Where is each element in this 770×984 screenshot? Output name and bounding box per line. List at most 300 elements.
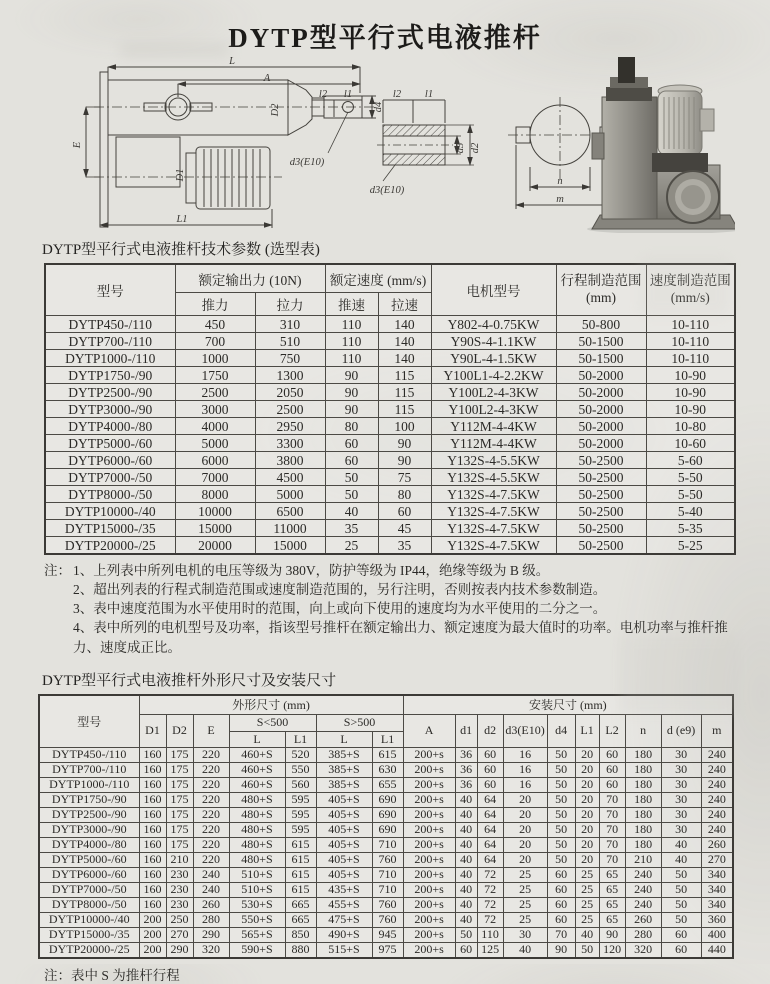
value-cell: 40: [455, 852, 477, 867]
value-cell: 2950: [255, 418, 325, 435]
value-cell: 80: [378, 486, 431, 503]
value-cell: 60: [378, 503, 431, 520]
value-cell: 405+S: [316, 852, 372, 867]
value-cell: 50-2000: [556, 435, 646, 452]
value-cell: 36: [455, 762, 477, 777]
value-cell: 70: [599, 822, 625, 837]
value-cell: 240: [701, 777, 733, 792]
value-cell: 175: [166, 792, 193, 807]
table-row: [39, 867, 733, 882]
value-cell: 10-110: [646, 333, 735, 350]
value-cell: 65: [599, 882, 625, 897]
value-cell: 10000: [175, 503, 255, 520]
stroke-range-line1: 行程制造范围: [560, 273, 642, 289]
col-header-push-speed: 推速: [325, 293, 378, 316]
value-cell: 50-1500: [556, 350, 646, 367]
value-cell: 595: [285, 822, 316, 837]
model-cell: DYTP15000-/35: [39, 927, 139, 942]
dimensions-table: [38, 694, 734, 959]
value-cell: 560: [285, 777, 316, 792]
value-cell: 405+S: [316, 837, 372, 852]
value-cell: 5000: [175, 435, 255, 452]
value-cell: 90: [547, 942, 575, 958]
value-cell: 160: [139, 882, 166, 897]
table-row: [39, 927, 733, 942]
value-cell: 50: [661, 867, 701, 882]
table-row: [39, 807, 733, 822]
value-cell: 20: [575, 747, 599, 762]
dim-label-l1b: l1: [424, 89, 434, 100]
value-cell: Y112M-4-4KW: [431, 435, 556, 452]
value-cell: 5-35: [646, 520, 735, 537]
value-cell: 72: [477, 897, 503, 912]
col-header-model: 型号: [45, 264, 175, 316]
value-cell: 50-2000: [556, 384, 646, 401]
dim-label-d4: d4: [373, 101, 384, 113]
value-cell: 15000: [175, 520, 255, 537]
value-cell: 385+S: [316, 777, 372, 792]
value-cell: 20: [575, 807, 599, 822]
value-cell: 60: [661, 942, 701, 958]
value-cell: 25: [575, 882, 599, 897]
value-cell: 65: [599, 897, 625, 912]
value-cell: 50-800: [556, 316, 646, 333]
value-cell: 115: [378, 401, 431, 418]
value-cell: 110: [325, 316, 378, 333]
value-cell: 5-25: [646, 537, 735, 555]
value-cell: 64: [477, 807, 503, 822]
dim-label-D1: D1: [175, 168, 186, 182]
model-cell: DYTP5000-/60: [45, 435, 175, 452]
side-view-labels: [72, 57, 384, 225]
value-cell: 200+s: [403, 777, 455, 792]
model-cell: DYTP4000-/80: [39, 837, 139, 852]
value-cell: 490+S: [316, 927, 372, 942]
value-cell: 160: [139, 897, 166, 912]
value-cell: 200: [139, 927, 166, 942]
value-cell: 35: [378, 537, 431, 555]
value-cell: 50: [325, 469, 378, 486]
value-cell: 475+S: [316, 912, 372, 927]
value-cell: 200: [139, 912, 166, 927]
table-row: [45, 452, 735, 469]
value-cell: 50-2500: [556, 503, 646, 520]
value-cell: 140: [378, 333, 431, 350]
dim-label-n: n: [557, 176, 563, 187]
value-cell: 200+s: [403, 927, 455, 942]
stroke-range-line2: (mm): [586, 290, 616, 305]
table-row: [45, 316, 735, 333]
table-row: [45, 401, 735, 418]
value-cell: 75: [378, 469, 431, 486]
value-cell: 435+S: [316, 882, 372, 897]
value-cell: 50: [661, 897, 701, 912]
value-cell: 25: [575, 897, 599, 912]
value-cell: 90: [599, 927, 625, 942]
value-cell: 230: [166, 882, 193, 897]
value-cell: 595: [285, 807, 316, 822]
value-cell: 220: [193, 822, 229, 837]
value-cell: 16: [503, 747, 547, 762]
table-row: [39, 837, 733, 852]
value-cell: 25: [575, 912, 599, 927]
dim-col-D1: D1: [139, 714, 166, 747]
value-cell: 6500: [255, 503, 325, 520]
value-cell: 460+S: [229, 762, 285, 777]
value-cell: 115: [378, 367, 431, 384]
value-cell: 160: [139, 777, 166, 792]
dim-label-m: m: [556, 194, 564, 205]
value-cell: 25: [503, 912, 547, 927]
value-cell: 2050: [255, 384, 325, 401]
model-cell: DYTP10000-/40: [45, 503, 175, 520]
value-cell: 5-50: [646, 486, 735, 503]
value-cell: 65: [599, 912, 625, 927]
table-row: [39, 852, 733, 867]
note-line: 1、上列表中所列电机的电压等级为 380V，防护等级为 IP44，绝缘等级为 B 级。: [73, 563, 550, 578]
dim-col-L-lt: L: [229, 731, 285, 747]
value-cell: 70: [599, 852, 625, 867]
value-cell: 4500: [255, 469, 325, 486]
value-cell: 5-50: [646, 469, 735, 486]
notes-label: 注：: [44, 563, 71, 578]
scan-artifact: [120, 42, 230, 58]
value-cell: 70: [599, 837, 625, 852]
table-row: [45, 384, 735, 401]
value-cell: 80: [325, 418, 378, 435]
value-cell: 20: [575, 762, 599, 777]
model-cell: DYTP700-/110: [39, 762, 139, 777]
model-cell: DYTP20000-/25: [39, 942, 139, 958]
value-cell: Y100L1-4-2.2KW: [431, 367, 556, 384]
value-cell: 2500: [255, 401, 325, 418]
value-cell: 240: [701, 762, 733, 777]
value-cell: 40: [661, 852, 701, 867]
value-cell: 515+S: [316, 942, 372, 958]
value-cell: 50: [547, 807, 575, 822]
value-cell: 50: [547, 852, 575, 867]
value-cell: 200+s: [403, 822, 455, 837]
value-cell: 385+S: [316, 747, 372, 762]
value-cell: 655: [372, 777, 403, 792]
value-cell: 260: [193, 897, 229, 912]
table-row: [39, 882, 733, 897]
col-header-rated-speed: 额定速度 (mm/s): [325, 264, 431, 293]
model-cell: DYTP8000-/50: [45, 486, 175, 503]
value-cell: 320: [625, 942, 661, 958]
value-cell: 50-2000: [556, 401, 646, 418]
value-cell: 90: [378, 452, 431, 469]
value-cell: 40: [455, 837, 477, 852]
value-cell: Y132S-4-7.5KW: [431, 537, 556, 555]
model-cell: DYTP2500-/90: [45, 384, 175, 401]
value-cell: 450: [175, 316, 255, 333]
model-cell: DYTP3000-/90: [39, 822, 139, 837]
value-cell: 20000: [175, 537, 255, 555]
value-cell: 160: [139, 852, 166, 867]
value-cell: 60: [477, 762, 503, 777]
value-cell: 520: [285, 747, 316, 762]
value-cell: 405+S: [316, 867, 372, 882]
value-cell: 510: [255, 333, 325, 350]
value-cell: 240: [625, 897, 661, 912]
value-cell: 40: [503, 942, 547, 958]
value-cell: 60: [325, 452, 378, 469]
value-cell: 200+s: [403, 807, 455, 822]
value-cell: 220: [193, 852, 229, 867]
value-cell: 90: [325, 401, 378, 418]
value-cell: 210: [166, 852, 193, 867]
value-cell: 20: [503, 807, 547, 822]
value-cell: 615: [285, 882, 316, 897]
value-cell: 50: [455, 927, 477, 942]
value-cell: 40: [455, 912, 477, 927]
col-header-rated-output: 额定输出力 (10N): [175, 264, 325, 293]
value-cell: 175: [166, 762, 193, 777]
value-cell: 50: [547, 822, 575, 837]
value-cell: 385+S: [316, 762, 372, 777]
value-cell: 20: [575, 792, 599, 807]
value-cell: 360: [701, 912, 733, 927]
table-row: [45, 333, 735, 350]
value-cell: 240: [193, 867, 229, 882]
value-cell: 710: [372, 867, 403, 882]
value-cell: 760: [372, 897, 403, 912]
table-row: [45, 350, 735, 367]
dim-col-d2: d2: [477, 714, 503, 747]
value-cell: 260: [625, 912, 661, 927]
value-cell: 36: [455, 777, 477, 792]
value-cell: 200+s: [403, 792, 455, 807]
value-cell: 90: [325, 367, 378, 384]
value-cell: 340: [701, 867, 733, 882]
speed-range-line2: (mm/s): [670, 290, 710, 305]
model-cell: DYTP15000-/35: [45, 520, 175, 537]
value-cell: 615: [285, 837, 316, 852]
value-cell: 6000: [175, 452, 255, 469]
value-cell: 460+S: [229, 777, 285, 792]
value-cell: 180: [625, 807, 661, 822]
value-cell: 50-2000: [556, 418, 646, 435]
col-header-push-force: 推力: [175, 293, 255, 316]
value-cell: 5-60: [646, 452, 735, 469]
value-cell: 40: [325, 503, 378, 520]
value-cell: 400: [701, 927, 733, 942]
value-cell: 125: [477, 942, 503, 958]
value-cell: 510+S: [229, 882, 285, 897]
dim-col-L1-gt: L1: [372, 731, 403, 747]
value-cell: 180: [625, 747, 661, 762]
value-cell: 615: [285, 867, 316, 882]
value-cell: 5000: [255, 486, 325, 503]
value-cell: 50-2500: [556, 537, 646, 555]
value-cell: 140: [378, 350, 431, 367]
value-cell: 90: [325, 384, 378, 401]
value-cell: 200+s: [403, 852, 455, 867]
value-cell: 750: [255, 350, 325, 367]
value-cell: 30: [661, 822, 701, 837]
value-cell: Y112M-4-4KW: [431, 418, 556, 435]
dim-label-L1: L1: [176, 214, 188, 225]
page-title: DYTP型平行式电液推杆: [228, 23, 542, 53]
value-cell: 270: [166, 927, 193, 942]
col-header-pull-force: 拉力: [255, 293, 325, 316]
dim-col-d3: d3(E10): [503, 714, 547, 747]
value-cell: 50: [547, 747, 575, 762]
value-cell: 550+S: [229, 912, 285, 927]
value-cell: 20: [575, 822, 599, 837]
model-cell: DYTP3000-/90: [45, 401, 175, 418]
value-cell: 615: [372, 747, 403, 762]
value-cell: 690: [372, 822, 403, 837]
value-cell: 280: [193, 912, 229, 927]
dim-group-install: 安装尺寸 (mm): [403, 695, 733, 715]
value-cell: 260: [701, 837, 733, 852]
spec-table: [44, 263, 736, 555]
value-cell: 64: [477, 792, 503, 807]
value-cell: 60: [547, 912, 575, 927]
model-cell: DYTP4000-/80: [45, 418, 175, 435]
value-cell: 20: [503, 792, 547, 807]
dim-col-model: 型号: [39, 695, 139, 748]
dim-label-d3e10b: d3(E10): [369, 185, 405, 196]
model-cell: DYTP1000-/110: [45, 350, 175, 367]
product-photo: [587, 57, 735, 233]
value-cell: 60: [599, 747, 625, 762]
dim-table-note: 注：表中 S 为推杆行程: [44, 967, 180, 983]
value-cell: 160: [139, 792, 166, 807]
value-cell: Y132S-4-5.5KW: [431, 452, 556, 469]
value-cell: 50: [575, 942, 599, 958]
model-cell: DYTP1750-/90: [39, 792, 139, 807]
value-cell: 25: [575, 867, 599, 882]
value-cell: 64: [477, 822, 503, 837]
value-cell: 210: [625, 852, 661, 867]
value-cell: 60: [325, 435, 378, 452]
value-cell: 50: [547, 762, 575, 777]
model-cell: DYTP6000-/60: [45, 452, 175, 469]
spec-section-heading: DYTP型平行式电液推杆技术参数 (选型表): [42, 242, 320, 258]
model-cell: DYTP1750-/90: [45, 367, 175, 384]
value-cell: 20: [575, 837, 599, 852]
table-row: [45, 537, 735, 555]
dim-label-A: A: [263, 73, 271, 84]
value-cell: 1300: [255, 367, 325, 384]
value-cell: 60: [455, 942, 477, 958]
value-cell: 850: [285, 927, 316, 942]
table-row: [45, 486, 735, 503]
value-cell: 405+S: [316, 822, 372, 837]
model-cell: DYTP8000-/50: [39, 897, 139, 912]
value-cell: 10-110: [646, 316, 735, 333]
rod-end-section-drawing: [377, 100, 474, 181]
model-cell: DYTP10000-/40: [39, 912, 139, 927]
value-cell: 50: [547, 777, 575, 792]
col-header-pull-speed: 拉速: [378, 293, 431, 316]
value-cell: Y802-4-0.75KW: [431, 316, 556, 333]
value-cell: 36: [455, 747, 477, 762]
value-cell: 460+S: [229, 747, 285, 762]
value-cell: 60: [599, 762, 625, 777]
value-cell: 5-40: [646, 503, 735, 520]
value-cell: 60: [599, 777, 625, 792]
value-cell: 160: [139, 762, 166, 777]
dim-col-E: E: [193, 714, 229, 747]
value-cell: Y100L2-4-3KW: [431, 401, 556, 418]
col-header-stroke-range: [556, 264, 646, 316]
value-cell: 50-2000: [556, 367, 646, 384]
dim-col-s-gt-500: S>500: [316, 714, 403, 731]
dim-section-heading: DYTP型平行式电液推杆外形尺寸及安装尺寸: [42, 672, 337, 689]
value-cell: 220: [193, 777, 229, 792]
value-cell: 220: [193, 792, 229, 807]
value-cell: 115: [378, 384, 431, 401]
dim-col-A: A: [403, 714, 455, 747]
side-view-drawing: [86, 67, 376, 228]
value-cell: 175: [166, 837, 193, 852]
value-cell: 10-90: [646, 384, 735, 401]
value-cell: 270: [701, 852, 733, 867]
value-cell: 10-80: [646, 418, 735, 435]
value-cell: 60: [477, 747, 503, 762]
value-cell: Y132S-4-7.5KW: [431, 486, 556, 503]
value-cell: 100: [378, 418, 431, 435]
value-cell: 60: [547, 897, 575, 912]
value-cell: 220: [193, 762, 229, 777]
value-cell: 665: [285, 912, 316, 927]
value-cell: 2500: [175, 384, 255, 401]
dim-label-d3e10: d3(E10): [289, 157, 325, 168]
speed-range-line1: 速度制造范围: [649, 273, 731, 289]
value-cell: 180: [625, 792, 661, 807]
technical-drawings: [35, 57, 735, 233]
dim-col-d1: d1: [455, 714, 477, 747]
value-cell: 30: [661, 807, 701, 822]
value-cell: 510+S: [229, 867, 285, 882]
value-cell: 30: [661, 747, 701, 762]
model-cell: DYTP7000-/50: [45, 469, 175, 486]
value-cell: 40: [455, 792, 477, 807]
dim-label-D2: D2: [270, 103, 281, 117]
value-cell: 25: [325, 537, 378, 555]
value-cell: 72: [477, 912, 503, 927]
value-cell: 40: [455, 882, 477, 897]
table-row: [39, 792, 733, 807]
value-cell: 16: [503, 762, 547, 777]
model-cell: DYTP20000-/25: [45, 537, 175, 555]
value-cell: 20: [503, 852, 547, 867]
value-cell: 25: [503, 867, 547, 882]
value-cell: 30: [661, 792, 701, 807]
value-cell: Y132S-4-7.5KW: [431, 520, 556, 537]
value-cell: 65: [599, 867, 625, 882]
rod-end-labels: [370, 89, 481, 196]
value-cell: 760: [372, 852, 403, 867]
value-cell: 3800: [255, 452, 325, 469]
model-cell: DYTP5000-/60: [39, 852, 139, 867]
table-row: [39, 912, 733, 927]
value-cell: 280: [625, 927, 661, 942]
figure: [35, 57, 735, 233]
value-cell: 140: [378, 316, 431, 333]
dim-label-d2: d2: [470, 142, 481, 154]
value-cell: 175: [166, 822, 193, 837]
value-cell: 530+S: [229, 897, 285, 912]
value-cell: 340: [701, 882, 733, 897]
value-cell: 40: [455, 867, 477, 882]
value-cell: 110: [325, 350, 378, 367]
dim-group-outline: 外形尺寸 (mm): [139, 695, 403, 715]
